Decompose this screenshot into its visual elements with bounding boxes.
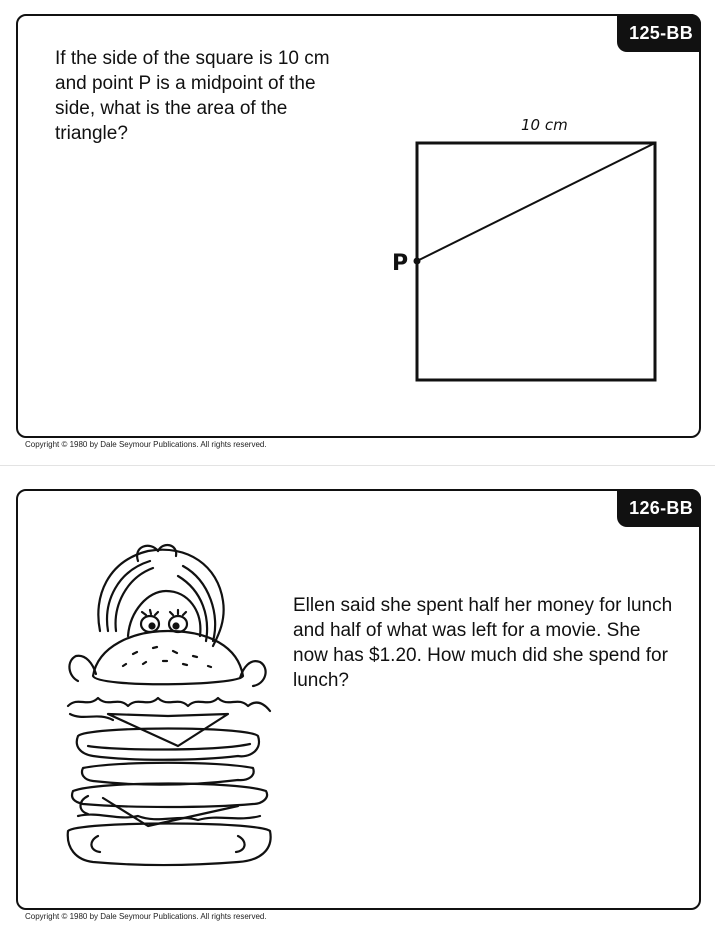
- triangle-diagonal-line: [417, 143, 655, 261]
- copyright-notice: Copyright © 1980 by Dale Seymour Publications. All rights reserved.: [25, 912, 267, 921]
- card-separator: [0, 465, 715, 466]
- problem-card-125: [16, 14, 701, 438]
- problem-card-126: [16, 489, 701, 910]
- side-length-label: 10 cm: [521, 116, 568, 134]
- problem-question-text: If the side of the square is 10 cm and point P is a midpoint of the side, what is the area of the triangle?: [55, 48, 330, 144]
- point-p-label: P: [392, 251, 409, 276]
- problem-question-text: Ellen said she spent half her money for lunch and half of what was left for a movie. She now has $1.20. How much did she spend for lunch?: [293, 595, 673, 691]
- square-diagram: [16, 14, 701, 438]
- card-number-badge: 125-BB: [617, 14, 701, 52]
- midpoint-dot: [414, 258, 421, 265]
- card-number-badge: 126-BB: [617, 489, 701, 527]
- square-shape: [417, 143, 655, 380]
- girl-with-hamburger-illustration: [38, 536, 278, 876]
- copyright-notice: Copyright © 1980 by Dale Seymour Publications. All rights reserved.: [25, 440, 267, 449]
